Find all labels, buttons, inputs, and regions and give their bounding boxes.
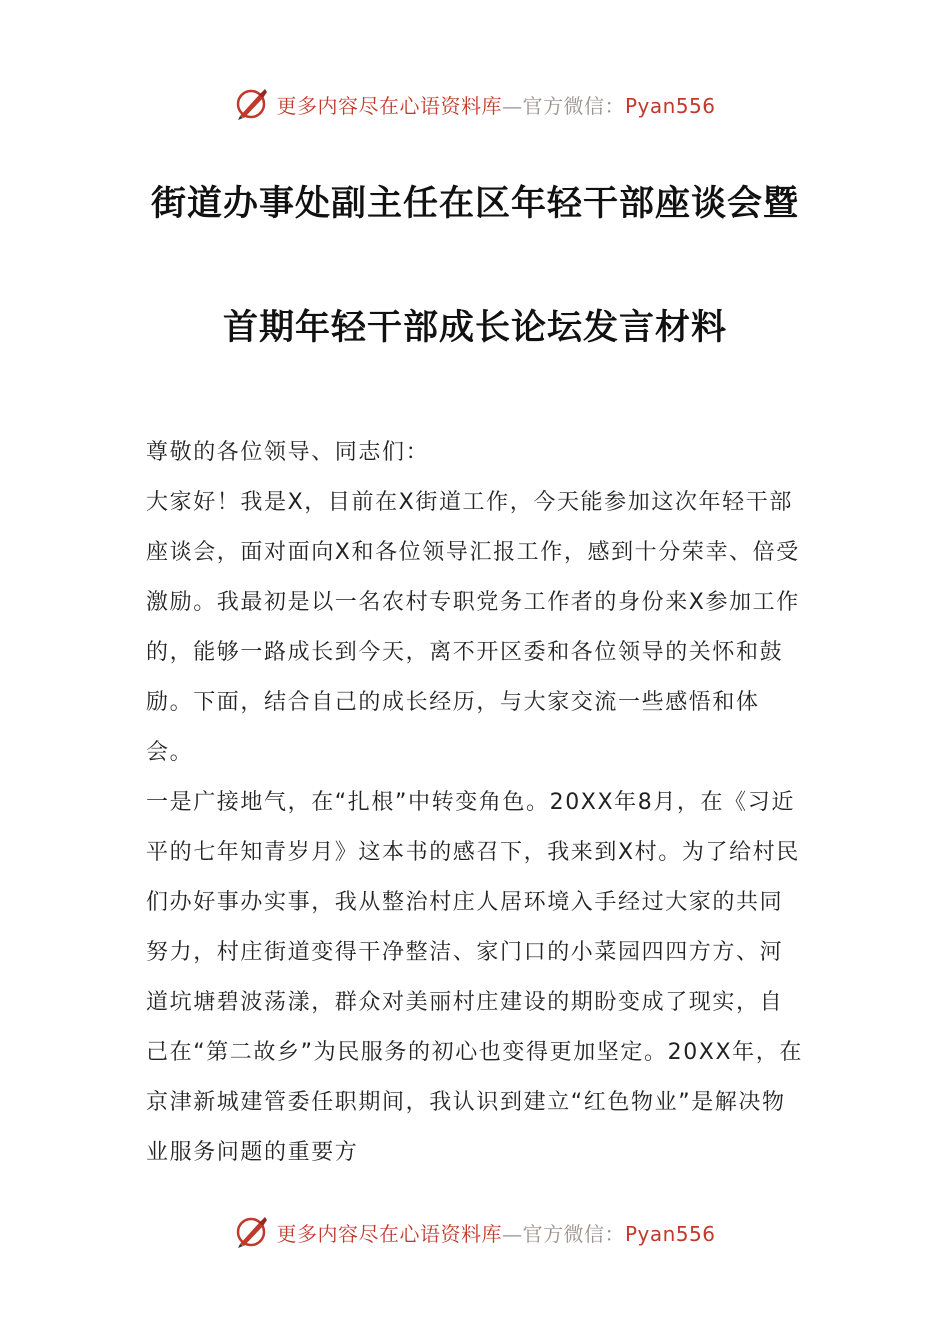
watermark-banner-top <box>0 86 950 122</box>
document-title-line-2: 首期年轻干部成长论坛发言材料 <box>222 308 727 348</box>
watermark-banner-bottom <box>0 1214 950 1250</box>
pen-logo-icon <box>234 1214 270 1250</box>
section-one-paragraph: 一是广接地气，在“扎根”中转变角色。20XX年8月，在《习近平的七年知青岁月》这本书的感召下，我来到X村。为了给村民们办好事办实事，我从整治村庄人居环境入手经过大家的共同努力，村庄街道变得干净整洁、家门口的小菜园四四方方、河道坑塘碧波荡漾，群众对美丽村庄建设的期盼变成了现实，自己在“第二故乡”为民服务的初心也变得更加坚定。20XX年，在京津新城建管委任职期间，我认识到建立“红色物业”是解决物业服务问题的重要方 <box>146 790 803 1165</box>
document-body <box>146 428 806 1178</box>
pen-logo-icon <box>234 86 270 122</box>
intro-paragraph: 大家好！我是X，目前在X街道工作，今天能参加这次年轻干部座谈会，面对面向X和各位领导汇报工作，感到十分荣幸、倍受激励。我最初是以一名农村专职党务工作者的身份来X参加工作的，能够一路成长到今天，离不开区委和各位领导的关怀和鼓励。下面，结合自己的成长经历，与大家交流一些感悟和体会。 <box>146 490 800 765</box>
watermark-text: 更多内容尽在心语资料库—官方微信：Pyan556 <box>276 1221 716 1246</box>
greeting-paragraph: 尊敬的各位领导、同志们： <box>146 440 430 465</box>
watermark-text: 更多内容尽在心语资料库—官方微信：Pyan556 <box>276 93 716 118</box>
document-title-line-1: 街道办事处副主任在区年轻干部座谈会暨 <box>150 184 799 224</box>
